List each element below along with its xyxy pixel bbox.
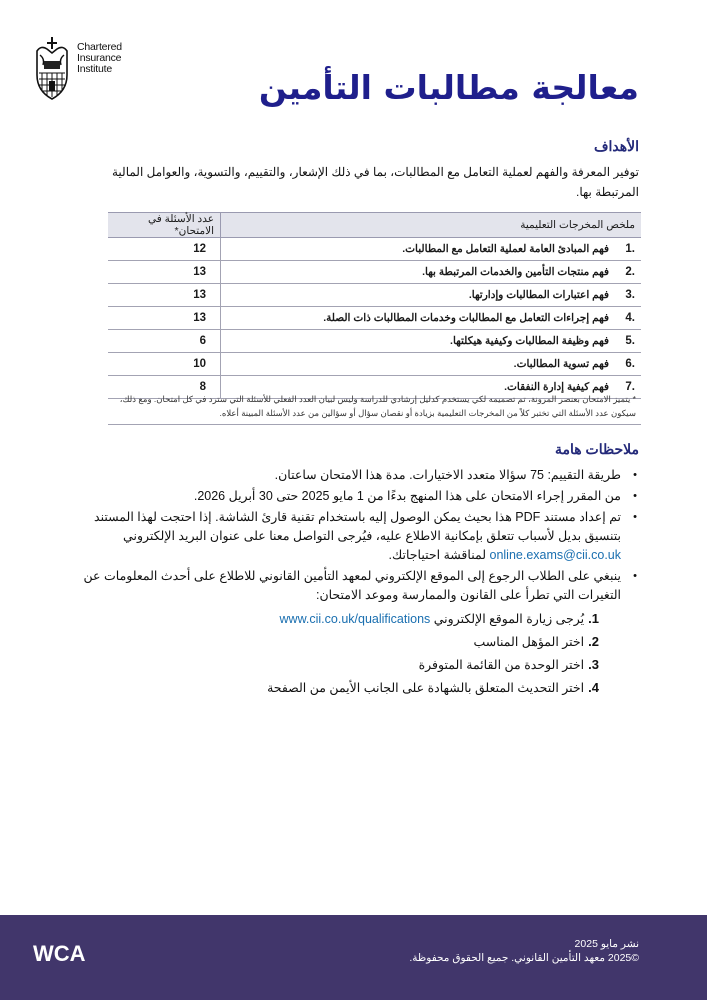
copyright-notice: ©2025 معهد التأمين القانوني. جميع الحقوق محفوظة. — [409, 952, 639, 964]
page-footer — [0, 915, 707, 1000]
unit-code: WCA — [33, 941, 86, 966]
logo-line: Chartered — [77, 41, 122, 53]
crest-icon — [33, 35, 71, 101]
notes-list — [69, 466, 639, 701]
step-number: 4. — [588, 680, 599, 695]
learning-outcome-cell — [221, 307, 642, 330]
objectives-text: توفير المعرفة والفهم لعملية التعامل مع المطالبات، بما في ذلك الإشعار، والتقييم، والتسوية، والعوامل المالية المرتبطة بها. — [112, 165, 639, 199]
question-count-cell: 10 — [108, 353, 221, 376]
note-text: لمناقشة احتياجاتك. — [388, 548, 487, 562]
table-row — [108, 261, 641, 284]
learning-outcome-text: فهم تسوية المطالبات. — [513, 358, 609, 370]
step-text: اختر الوحدة من القائمة المتوفرة — [418, 658, 585, 672]
learning-outcomes-table — [108, 212, 641, 399]
row-number: 4. — [625, 312, 635, 324]
learning-outcome-text: فهم اعتبارات المطالبات وإدارتها. — [468, 289, 609, 301]
row-number: 1. — [625, 243, 635, 255]
column-header-count: عدد الأسئلة في الامتحان* — [108, 213, 221, 238]
column-header-summary: ملخص المخرجات التعليمية — [221, 213, 642, 238]
logo-line: Insurance — [77, 52, 122, 64]
learning-outcome-text: فهم كيفية إدارة النفقات. — [504, 381, 609, 393]
table-row — [108, 353, 641, 376]
learning-outcome-cell — [221, 353, 642, 376]
question-count-cell: 12 — [108, 238, 221, 261]
question-count-cell: 6 — [108, 330, 221, 353]
page-title: معالجة مطالبات التأمين — [258, 68, 639, 107]
table-footnote: * يتميز الامتحان بعنصر المرونة، تم تصميمه لكي يستخدم كدليل إرشادي للدراسة وليس لبيان العدد الفعلي للأسئلة التي سترد في كل امتحان. ومع ذلك، سيكون عدد الأسئلة التي تختبر كلاً من المخرجات التعليمية بزيادة أو نقصان سؤال أو سؤالين من عدد الأسئلة المبينة أعلاه. — [108, 392, 641, 425]
step-text: يُرجى زيارة الموقع الإلكتروني — [433, 612, 585, 626]
note-item — [69, 466, 639, 485]
row-number: 5. — [625, 335, 635, 347]
table-row — [108, 330, 641, 353]
learning-outcome-cell — [221, 238, 642, 261]
learning-outcome-text: فهم المبادئ العامة لعملية التعامل مع المطالبات. — [402, 243, 609, 255]
step-text: اختر المؤهل المناسب — [473, 635, 585, 649]
qualifications-link[interactable]: www.cii.co.uk/qualifications — [279, 612, 431, 626]
logo-wordmark — [77, 42, 122, 75]
steps-list — [69, 609, 621, 698]
table-row — [108, 307, 641, 330]
published-date: نشر مايو 2025 — [574, 938, 639, 950]
table-row — [108, 238, 641, 261]
step-item — [69, 655, 599, 675]
note-text: طريقة التقييم: 75 سؤالا متعدد الاختيارات. مدة هذا الامتحان ساعتان. — [274, 468, 621, 482]
step-text: اختر التحديث المتعلق بالشهادة على الجانب الأيمن من الصفحة — [267, 681, 585, 695]
row-number: 7. — [625, 381, 635, 393]
step-item — [69, 678, 599, 698]
note-text: تم إعداد مستند PDF هذا بحيث يمكن الوصول إليه باستخدام تقنية قارئ الشاشة. إذا احتجت لهذا المستند بتنسيق بديل لأسباب تتعلق بإمكانية الاطلاع عليه، فيُرجى التواصل معنا على عنوان البريد الإلكتروني — [94, 510, 621, 543]
notes-heading: ملاحظات هامة — [555, 441, 639, 457]
table-header-row — [108, 213, 641, 238]
question-count-cell: 13 — [108, 261, 221, 284]
learning-outcome-cell — [221, 261, 642, 284]
email-link[interactable]: online.exams@cii.co.uk — [489, 548, 621, 562]
logo-line: Institute — [77, 63, 112, 75]
footer-info — [409, 937, 639, 965]
objectives-heading: الأهداف — [593, 138, 639, 154]
learning-outcome-text: فهم إجراءات التعامل مع المطالبات وخدمات المطالبات ذات الصلة. — [323, 312, 609, 324]
step-number: 2. — [588, 634, 599, 649]
question-count-cell: 8 — [108, 376, 221, 399]
row-number: 3. — [625, 289, 635, 301]
row-number: 6. — [625, 358, 635, 370]
note-item — [69, 567, 639, 698]
question-count-cell: 13 — [108, 284, 221, 307]
note-text: من المقرر إجراء الامتحان على هذا المنهج بدءًا من 1 مايو 2025 حتى 30 أبريل 2026. — [193, 489, 621, 503]
table-row — [108, 284, 641, 307]
step-item — [69, 632, 599, 652]
learning-outcome-text: فهم وظيفة المطالبات وكيفية هيكلتها. — [450, 335, 609, 347]
cii-logo — [33, 35, 122, 101]
learning-outcome-cell — [221, 284, 642, 307]
note-text: ينبغي على الطلاب الرجوع إلى الموقع الإلكتروني لمعهد التأمين القانوني للاطلاع على أحدث المعلومات عن التغيرات التي تطرأ على القانون والممارسة وموعد الامتحان: — [83, 569, 621, 602]
note-item — [69, 508, 639, 565]
learning-outcome-text: فهم منتجات التأمين والخدمات المرتبطة بها. — [422, 266, 609, 278]
step-number: 3. — [588, 657, 599, 672]
step-number: 1. — [588, 611, 599, 626]
learning-outcome-cell — [221, 330, 642, 353]
question-count-cell: 13 — [108, 307, 221, 330]
note-item — [69, 487, 639, 506]
step-item — [69, 609, 599, 629]
row-number: 2. — [625, 266, 635, 278]
